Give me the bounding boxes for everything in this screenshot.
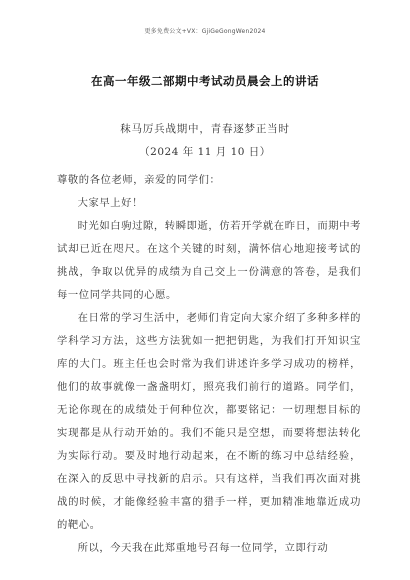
paragraph-1: 时光如白驹过隙，转瞬即逝，仿若开学就在昨日，而期中考试却已近在咫尺。在这个关键的时刻，满怀信心地迎接考试的挑战，争取以优异的成绩为自己交上一份满意的答卷，是我们每一位同学共同的心愿。 xyxy=(57,220,361,301)
document-body xyxy=(57,169,361,560)
document-date: （2024 年 11 月 10 日） xyxy=(139,146,271,158)
paragraph-2: 在日常的学习生活中，老师们肯定向大家介绍了多种多样的学科学习方法，这些方法犹如一把把钥匙，为我们打开知识宝库的大门。班主任也会时常为我们讲述许多学习成功的榜样，他们的故事就像一盏盏明灯，照亮我们前行的道路。同学们，无论你现在的成绩处于何种位次，都要铭记：一切理想目标的实现都是从行动开始的。我们不能只是空想，而要将想法转化为实际行动。要及时地行动起来，在不断的练习中总结经验，在深入的反思中寻找新的启示。只有这样，当我们再次面对挑战的时候，才能像经验丰富的猎手一样，更加精准地靠近成功的靶心。 xyxy=(57,312,361,531)
document-title: 在高一年级二部期中考试动员晨会上的讲话 xyxy=(91,74,319,88)
header-watermark: 更多免费公文+VX：GjiGeGongWen2024 xyxy=(144,28,266,35)
greeting: 尊敬的各位老师，亲爱的同学们： xyxy=(57,174,221,186)
paragraph-3: 所以，今天我在此郑重地号召每一位同学，立即行动 xyxy=(77,542,329,554)
document-subtitle: 秣马厉兵战期中，青春逐梦正当时 xyxy=(120,123,290,135)
salutation: 大家早上好！ xyxy=(77,197,143,209)
